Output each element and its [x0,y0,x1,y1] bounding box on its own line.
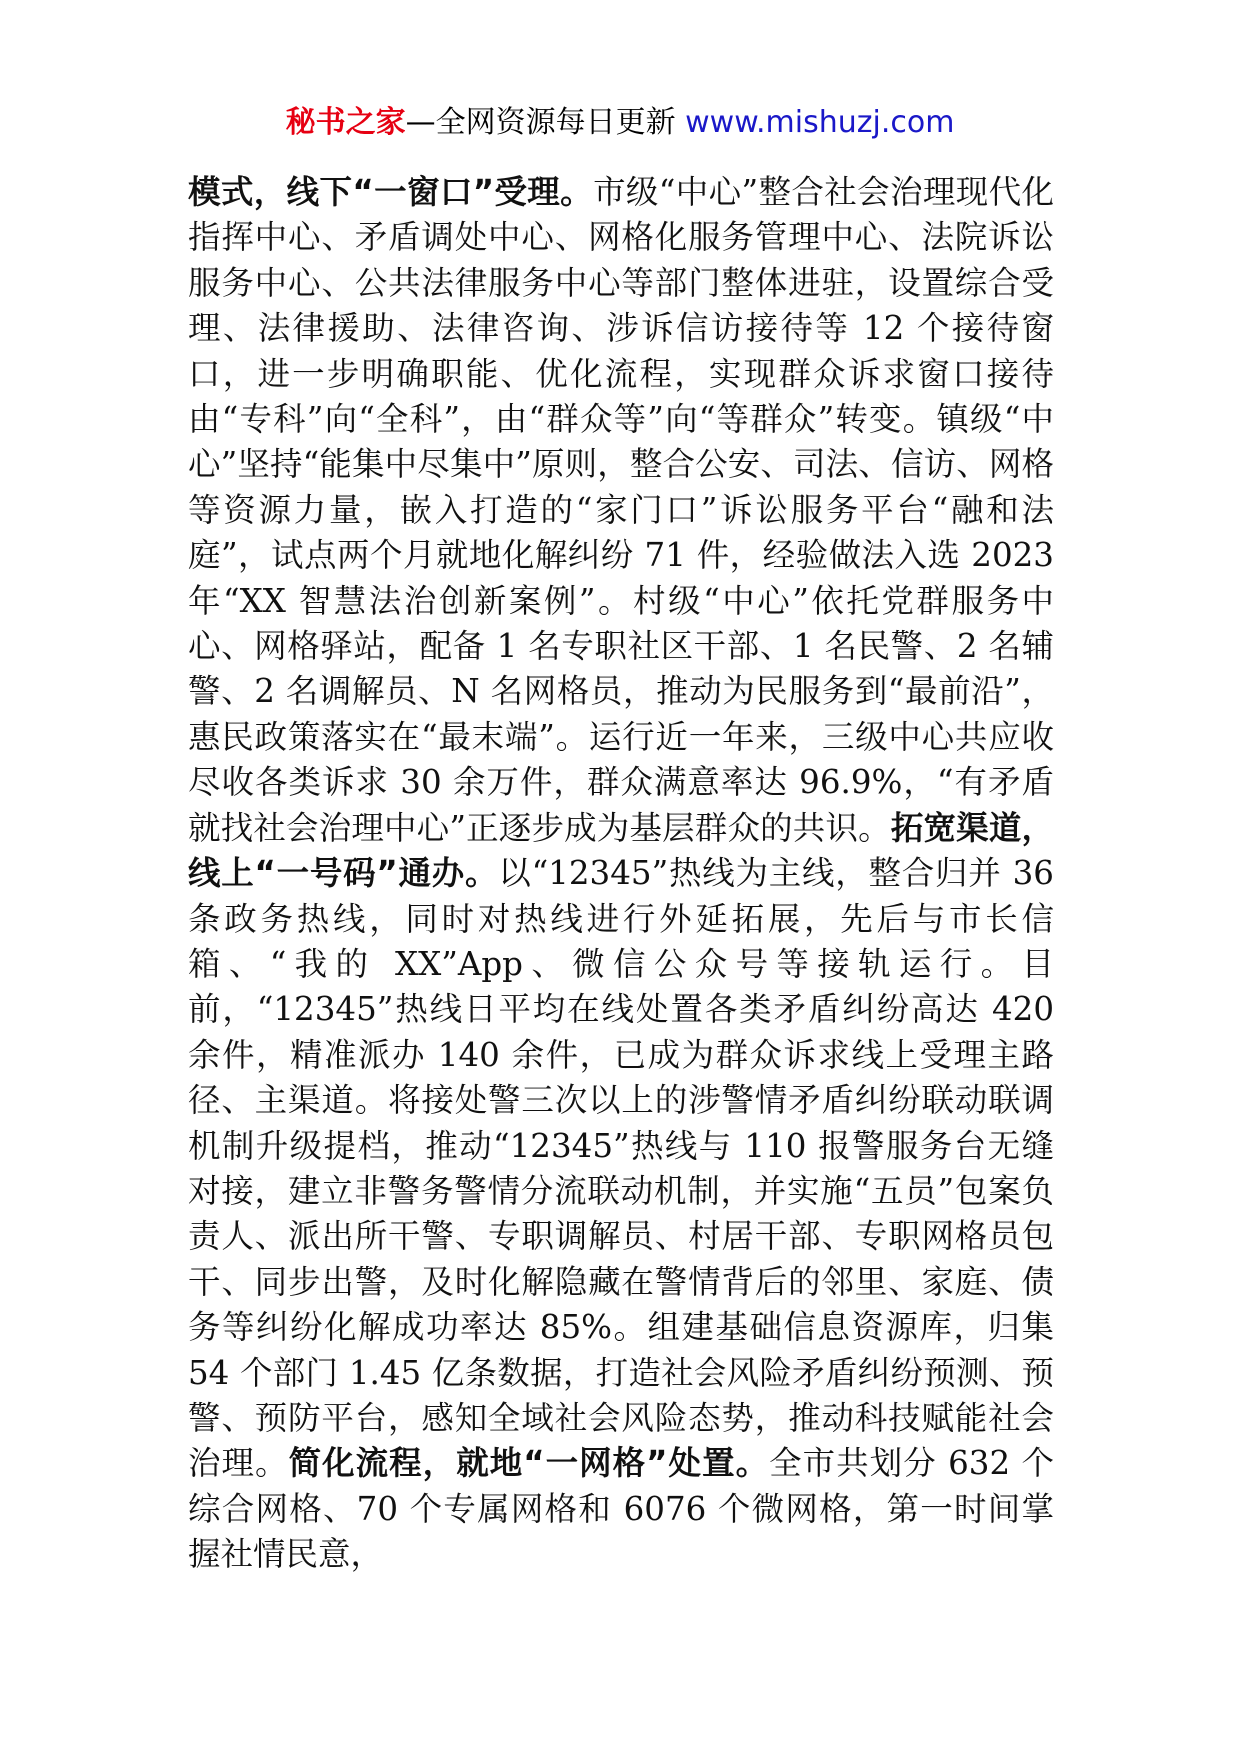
header-brand: 秘书之家 [285,105,406,140]
page-header [0,100,1240,146]
paragraph-grid: 全市共划分 632 个综合网格、70 个专属网格和 6076 个微网格，第一时间掌握社情民意， [188,1444,1054,1574]
header-tagline: —全网资源每日更新 [405,105,676,140]
paragraph-window: 市级“中心”整合社会治理现代化指挥中心、矛盾调处中心、网格化服务管理中心、法院诉讼服务中心、公共法律服务中心等部门整体进驻，设置综合受理、法律援助、法律咨询、涉诉信访接待等 12 个接待窗口，进一步明确职能、优化流程，实现群众诉求窗口接待由“专科”向“全科”，由“群众等”向“等群众”转变。镇级“中心”坚持“能集中尽集中”原则，整合公安、司法、信访、网格等资源力量，嵌入打造的“家门口”诉讼服务平台“融和法庭”，试点两个月就地化解纠纷 71 件，经验做法入选 2023 年“XX 智慧法治创新案例”。村级“中心”依托党群服务中心、网格驿站，配备 1 名专职社区干部、1 名民警、2 名辅警、2 名调解员、N 名网格员，推动为民服务到“最前沿”，惠民政策落实在“最末端”。运行近一年来，三级中心共应收尽收各类诉求 30 余万件，群众满意率达 96.9%，“有矛盾就找社会治理中心”正逐步成为基层群众的共识。 [188,173,1054,847]
section-heading-window: 模式，线下“一窗口”受理。 [188,173,594,211]
section-heading-grid: 简化流程，就地“一网格”处置。 [288,1444,770,1483]
document-body [188,170,1054,1578]
header-url-link[interactable]: www.mishuzj.com [685,105,955,140]
section-heading-hotline: 拓宽渠道，线上“一号码”通办。 [188,808,1054,893]
paragraph-hotline: 以“12345”热线为主线，整合归并 36 条政务热线，同时对热线进行外延拓展，先后与市长信箱、“我的 XX”App、微信公众号等接轨运行。目前，“12345”热线日平均在线处置各类矛盾纠纷高达 420 余件，精准派办 140 余件，已成为群众诉求线上受理主路径、主渠道。将接处警三次以上的涉警情矛盾纠纷联动联调机制升级提档，推动“12345”热线与 110 报警服务台无缝对接，建立非警务警情分流联动机制，并实施“五员”包案负责人、派出所干警、专职调解员、村居干部、专职网格员包干、同步出警，及时化解隐藏在警情背后的邻里、家庭、债务等纠纷化解成功率达 85%。组建基础信息资源库，归集 54 个部门 1.45 亿条数据，打造社会风险矛盾纠纷预测、预警、预防平台，感知全域社会风险态势，推动科技赋能社会治理。 [188,854,1054,1483]
